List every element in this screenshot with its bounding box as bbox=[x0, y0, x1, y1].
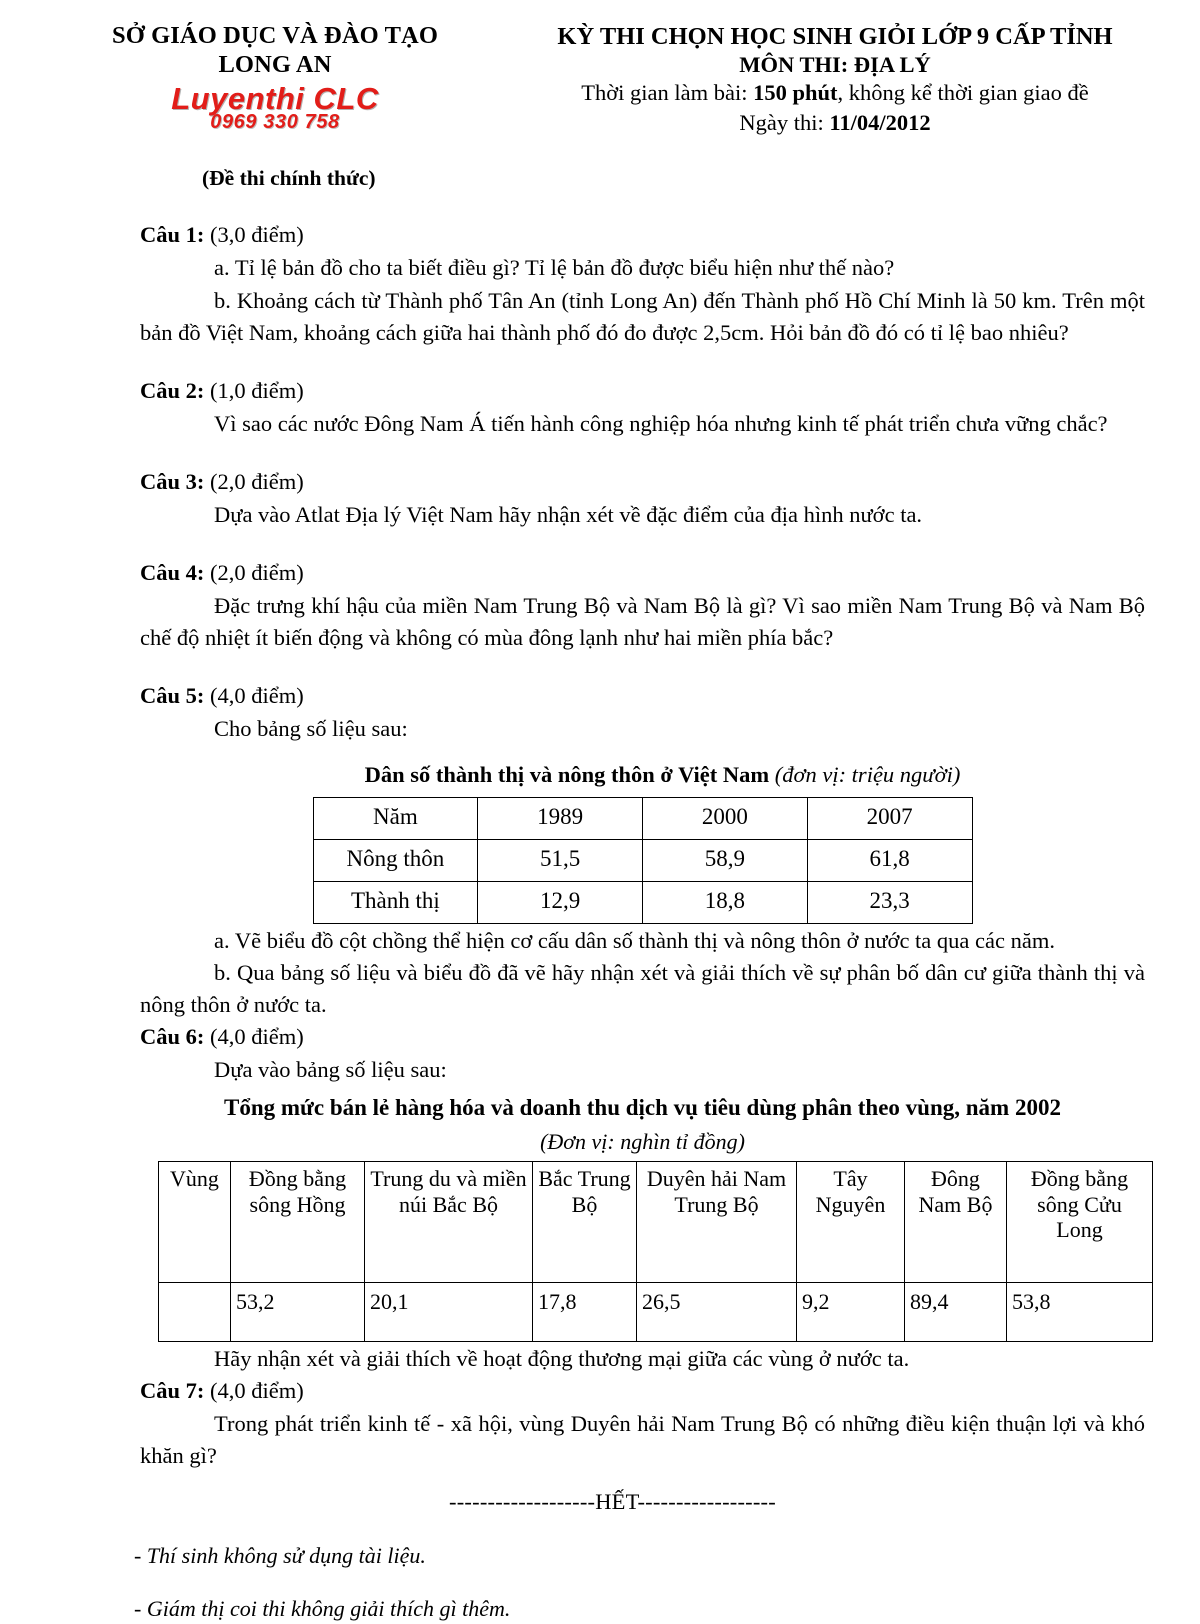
date-prefix: Ngày thi: bbox=[739, 109, 830, 135]
table1-cell-r2c0: Thành thị bbox=[313, 881, 478, 923]
table1-cell-r1c3: 61,8 bbox=[807, 839, 972, 881]
question-3-text: Dựa vào Atlat Địa lý Việt Nam hãy nhận xét về đặc điểm của địa hình nước ta. bbox=[214, 501, 923, 527]
question-7-heading bbox=[140, 1375, 1145, 1407]
table2-title: Tổng mức bán lẻ hàng hóa và doanh thu dịch vụ tiêu dùng phân theo vùng, năm 2002 bbox=[224, 1095, 1061, 1121]
department-name-line2: LONG AN bbox=[218, 50, 332, 78]
table2-header-3: Bắc Trung Bộ bbox=[533, 1162, 637, 1283]
table2-header-2: Trung du và miền núi Bắc Bộ bbox=[365, 1162, 533, 1283]
table2-header-0: Vùng bbox=[159, 1162, 231, 1283]
question-2-label: Câu 2: bbox=[140, 378, 205, 404]
question-3-points: (2,0 điểm) bbox=[204, 469, 304, 495]
table2-value-2: 20,1 bbox=[365, 1283, 533, 1342]
table1-cell-r0c2: 2000 bbox=[643, 797, 808, 839]
table2-header-4: Duyên hải Nam Trung Bộ bbox=[637, 1162, 797, 1283]
table1-caption bbox=[140, 759, 1145, 791]
footer-note-2: - Giám thị coi thi không giải thích gì thêm. bbox=[134, 1596, 511, 1622]
page-header bbox=[0, 0, 1200, 137]
question-5-label: Câu 5: bbox=[140, 682, 205, 708]
question-1-part-a: a. Tỉ lệ bản đồ cho ta biết điều gì? Tỉ lệ bản đồ được biểu hiện như thế nào? bbox=[214, 255, 895, 281]
logo-phone-number: 0969 330 758 bbox=[210, 110, 340, 133]
duration-prefix: Thời gian làm bài: bbox=[581, 80, 754, 106]
department-name-line1: SỞ GIÁO DỤC VÀ ĐÀO TẠO bbox=[112, 22, 438, 49]
exam-date-line bbox=[510, 108, 1160, 137]
table1-cell-r0c3: 2007 bbox=[807, 797, 972, 839]
table1-caption-unit: (đơn vị: triệu người) bbox=[769, 761, 961, 787]
question-3-label: Câu 3: bbox=[140, 469, 205, 495]
question-5-part-b: b. Qua bảng số liệu và biểu đồ đã vẽ hãy nhận xét và giải thích về sự phân bố dân cư giữa thành thị và nông thôn ở nước ta. bbox=[140, 960, 1145, 1018]
end-of-exam-marker: -------------------HẾT------------------ bbox=[449, 1488, 776, 1514]
question-2-heading bbox=[140, 375, 1145, 407]
table2-unit: (Đơn vị: nghìn tỉ đồng) bbox=[540, 1128, 745, 1154]
question-4-label: Câu 4: bbox=[140, 559, 205, 585]
table1-cell-r1c2: 58,9 bbox=[643, 839, 808, 881]
table1-caption-title: Dân số thành thị và nông thôn ở Việt Nam bbox=[364, 761, 770, 787]
question-6-intro: Dựa vào bảng số liệu sau: bbox=[214, 1057, 447, 1083]
question-2-text: Vì sao các nước Đông Nam Á tiến hành công nghiệp hóa nhưng kinh tế phát triển chưa vững chắc? bbox=[214, 411, 1108, 437]
table-row bbox=[159, 1283, 1153, 1342]
duration-value: 150 phút bbox=[753, 80, 838, 106]
question-7-text: Trong phát triển kinh tế - xã hội, vùng Duyên hải Nam Trung Bộ có những điều kiện thuận lợi và khó khăn gì? bbox=[140, 1410, 1145, 1468]
table1-body bbox=[313, 797, 972, 923]
question-2-points: (1,0 điểm) bbox=[204, 378, 304, 404]
exam-title: KỲ THI CHỌN HỌC SINH GIỎI LỚP 9 CẤP TỈNH bbox=[557, 23, 1113, 50]
table-row bbox=[313, 839, 972, 881]
question-5-intro: Cho bảng số liệu sau: bbox=[214, 715, 408, 741]
table1-cell-r1c1: 51,5 bbox=[478, 839, 643, 881]
table2-value-0 bbox=[159, 1283, 231, 1342]
question-4-points: (2,0 điểm) bbox=[204, 559, 304, 585]
table1-cell-r0c1: 1989 bbox=[478, 797, 643, 839]
question-1-heading bbox=[140, 219, 1145, 251]
question-3-heading bbox=[140, 466, 1145, 498]
question-7-points: (4,0 điểm) bbox=[204, 1378, 304, 1404]
table2-header-5: Tây Nguyên bbox=[797, 1162, 905, 1283]
question-4-text: Đặc trưng khí hậu của miền Nam Trung Bộ và Nam Bộ là gì? Vì sao miền Nam Trung Bộ và Nam Bộ chế độ nhiệt ít biến động và không có mùa đông lạnh như hai miền phía bắc? bbox=[140, 592, 1145, 650]
table1-cell-r0c0: Năm bbox=[313, 797, 478, 839]
exam-subject: MÔN THI: ĐỊA LÝ bbox=[739, 52, 931, 78]
table2-header-1: Đồng bằng sông Hồng bbox=[231, 1162, 365, 1283]
exam-body bbox=[0, 163, 1200, 1624]
duration-suffix: , không kể thời gian giao đề bbox=[837, 80, 1089, 106]
question-6-followup: Hãy nhận xét và giải thích về hoạt động thương mại giữa các vùng ở nước ta. bbox=[214, 1346, 910, 1372]
question-1-label: Câu 1: bbox=[140, 222, 205, 248]
question-6-heading bbox=[140, 1021, 1145, 1053]
population-data-table bbox=[313, 797, 973, 924]
table2-value-6: 89,4 bbox=[905, 1283, 1007, 1342]
official-exam-label: (Đề thi chính thức) bbox=[202, 165, 376, 190]
question-5-points: (4,0 điểm) bbox=[204, 682, 304, 708]
table-row bbox=[313, 797, 972, 839]
table1-cell-r2c2: 18,8 bbox=[643, 881, 808, 923]
table2-header-7: Đồng bằng sông Cửu Long bbox=[1007, 1162, 1153, 1283]
table-row bbox=[159, 1162, 1153, 1283]
question-1-part-b: b. Khoảng cách từ Thành phố Tân An (tỉnh Long An) đến Thành phố Hồ Chí Minh là 50 km. Trên một bản đồ Việt Nam, khoảng cách giữa hai thành phố đó đo được 2,5cm. Hỏi bản đồ đó có tỉ lệ bao nhiêu? bbox=[140, 288, 1145, 346]
table2-value-7: 53,8 bbox=[1007, 1283, 1153, 1342]
table2-value-5: 9,2 bbox=[797, 1283, 905, 1342]
table1-cell-r2c3: 23,3 bbox=[807, 881, 972, 923]
question-7-label: Câu 7: bbox=[140, 1378, 205, 1404]
exam-duration-line bbox=[510, 78, 1160, 107]
table2-value-3: 17,8 bbox=[533, 1283, 637, 1342]
table2-value-1: 53,2 bbox=[231, 1283, 365, 1342]
header-right-block bbox=[510, 18, 1160, 137]
table1-cell-r2c1: 12,9 bbox=[478, 881, 643, 923]
question-5-part-a: a. Vẽ biểu đồ cột chồng thể hiện cơ cấu dân số thành thị và nông thôn ở nước ta qua các năm. bbox=[214, 927, 1055, 953]
table2-value-4: 26,5 bbox=[637, 1283, 797, 1342]
question-1-points: (3,0 điểm) bbox=[204, 222, 304, 248]
table2-header-6: Đông Nam Bộ bbox=[905, 1162, 1007, 1283]
date-value: 11/04/2012 bbox=[829, 109, 931, 135]
header-left-block bbox=[40, 18, 510, 132]
table2-body bbox=[159, 1162, 1153, 1342]
table1-cell-r1c0: Nông thôn bbox=[313, 839, 478, 881]
question-6-label: Câu 6: bbox=[140, 1024, 205, 1050]
question-4-heading bbox=[140, 557, 1145, 589]
logo-brand-text: Luyenthi CLC bbox=[171, 80, 379, 116]
footer-note-1: - Thí sinh không sử dụng tài liệu. bbox=[134, 1542, 426, 1568]
question-5-heading bbox=[140, 680, 1145, 712]
retail-revenue-by-region-table bbox=[158, 1161, 1153, 1342]
question-6-points: (4,0 điểm) bbox=[204, 1024, 304, 1050]
table-row bbox=[313, 881, 972, 923]
luyenthi-logo bbox=[40, 80, 510, 133]
